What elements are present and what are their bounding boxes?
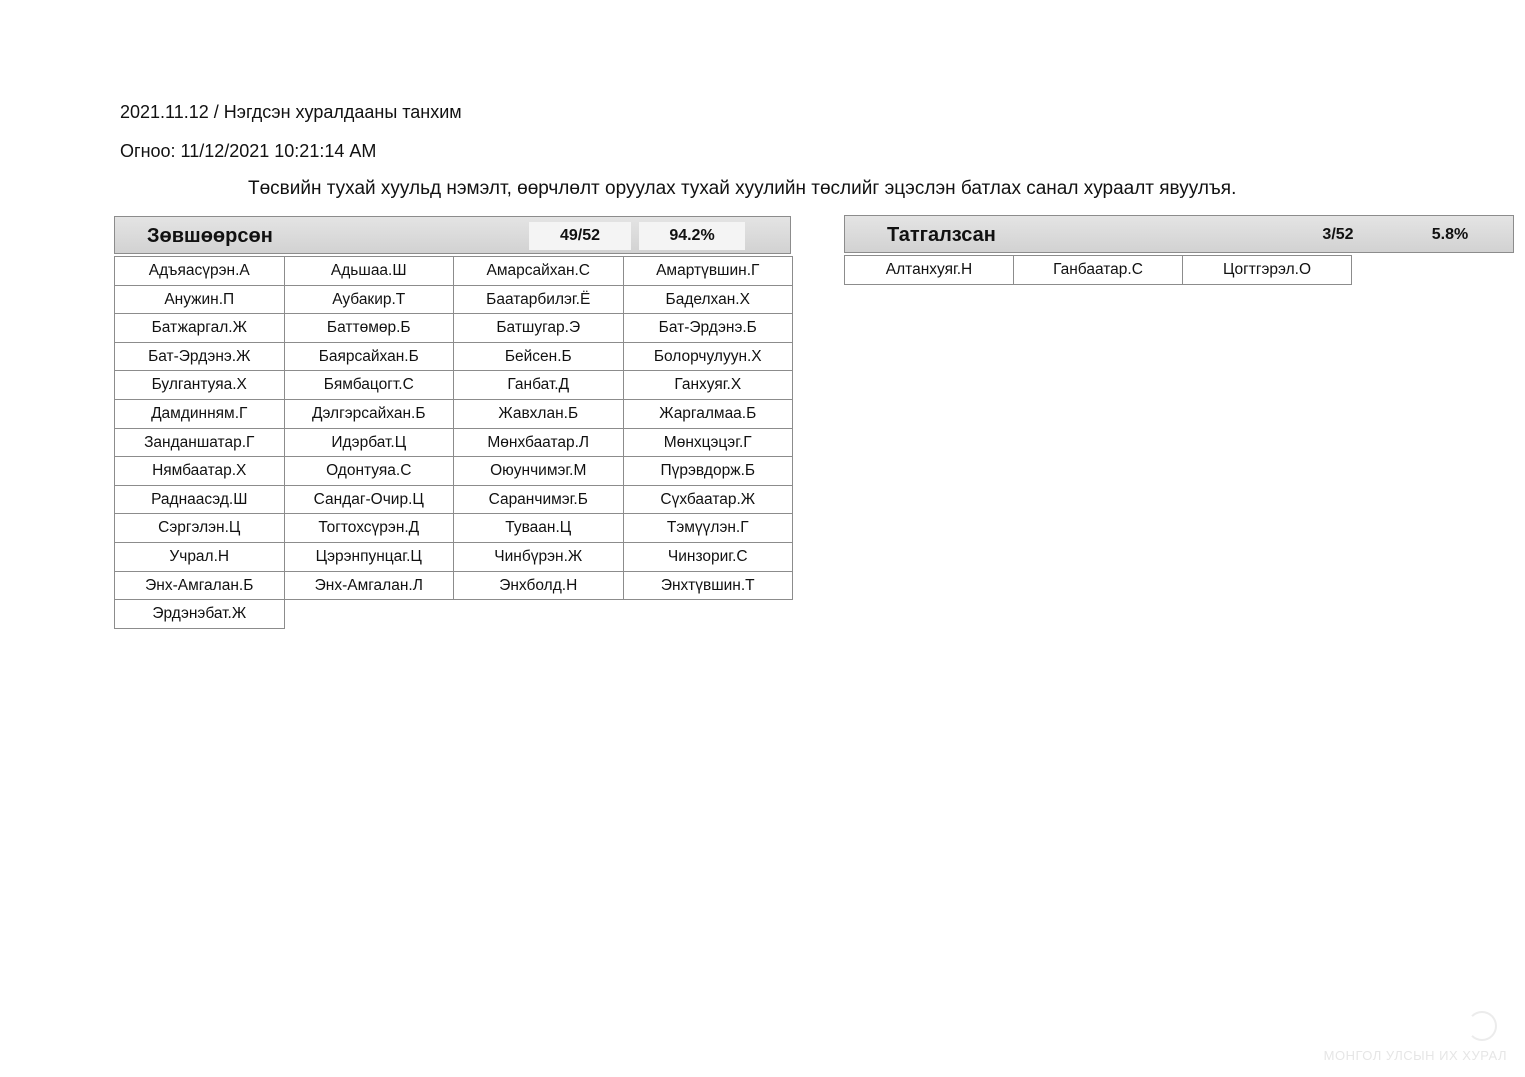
rejected-panel	[844, 215, 1514, 278]
parliament-logo-icon	[1467, 1011, 1497, 1041]
name-cell: Дэлгэрсайхан.Б	[284, 399, 455, 429]
name-cell: Бейсен.Б	[453, 342, 624, 372]
name-cell: Аубакир.Т	[284, 285, 455, 315]
name-cell: Анужин.П	[114, 285, 285, 315]
name-cell: Мөнхбаатар.Л	[453, 428, 624, 458]
name-cell: Саранчимэг.Б	[453, 485, 624, 515]
name-cell: Мөнхцэцэг.Г	[623, 428, 794, 458]
rejected-title: Татгалзсан	[887, 224, 996, 246]
name-cell: Энх-Амгалан.Б	[114, 571, 285, 601]
motion-title: Төсвийн тухай хуульд нэмэлт, өөрчлөлт оруулах тухай хуулийн төслийг эцэслэн батлах санал хураалт явуулъя.	[248, 178, 1237, 199]
name-cell: Одонтуяа.С	[284, 456, 455, 486]
name-cell: Пүрэвдорж.Б	[623, 456, 794, 486]
name-cell: Бямбацогт.С	[284, 370, 455, 400]
date-line: Огноо: 11/12/2021 10:21:14 AM	[120, 141, 377, 161]
name-cell: Учрал.Н	[114, 542, 285, 572]
name-cell: Сүхбаатар.Ж	[623, 485, 794, 515]
name-cell: Баделхан.Х	[623, 285, 794, 315]
name-cell: Ганбаатар.С	[1013, 255, 1183, 285]
name-cell: Энхболд.Н	[453, 571, 624, 601]
name-cell: Баттөмөр.Б	[284, 313, 455, 343]
name-cell: Раднаасэд.Ш	[114, 485, 285, 515]
name-cell: Жаргалмаа.Б	[623, 399, 794, 429]
name-cell: Энхтүвшин.Т	[623, 571, 794, 601]
name-cell: Цогтгэрэл.О	[1182, 255, 1352, 285]
name-cell: Дамдинням.Г	[114, 399, 285, 429]
rejected-count: 3/52	[1322, 226, 1354, 243]
session-line: 2021.11.12 / Нэгдсэн хуралдааны танхим	[120, 102, 462, 122]
name-cell: Нямбаатар.Х	[114, 456, 285, 486]
name-cell: Батжаргал.Ж	[114, 313, 285, 343]
name-cell: Чинбүрэн.Ж	[453, 542, 624, 572]
watermark: МОНГОЛ УЛСЫН ИХ ХУРАЛ	[1323, 1048, 1507, 1063]
name-cell: Булгантуяа.Х	[114, 370, 285, 400]
name-cell: Чинзориг.С	[623, 542, 794, 572]
name-cell: Идэрбат.Ц	[284, 428, 455, 458]
approved-header	[114, 216, 791, 254]
name-cell: Сэргэлэн.Ц	[114, 513, 285, 543]
name-cell: Оюунчимэг.М	[453, 456, 624, 486]
approved-panel	[114, 216, 791, 623]
rejected-percent: 5.8%	[1431, 226, 1469, 243]
name-cell: Энх-Амгалан.Л	[284, 571, 455, 601]
name-cell: Адъяасүрэн.А	[114, 256, 285, 286]
name-cell: Баярсайхан.Б	[284, 342, 455, 372]
rejected-names-grid	[844, 255, 1351, 284]
approved-count: 49/52	[529, 222, 631, 250]
name-cell: Баатарбилэг.Ё	[453, 285, 624, 315]
name-cell: Адьшаа.Ш	[284, 256, 455, 286]
name-cell: Жавхлан.Б	[453, 399, 624, 429]
name-cell: Алтанхуяг.Н	[844, 255, 1014, 285]
name-cell: Эрдэнэбат.Ж	[114, 599, 285, 629]
name-cell: Занданшатар.Г	[114, 428, 285, 458]
name-cell: Батшугар.Э	[453, 313, 624, 343]
name-cell: Болорчулуун.Х	[623, 342, 794, 372]
name-cell: Ганхуяг.Х	[623, 370, 794, 400]
approved-percent: 94.2%	[639, 222, 745, 250]
name-cell: Амарсайхан.С	[453, 256, 624, 286]
name-cell: Бат-Эрдэнэ.Б	[623, 313, 794, 343]
name-cell: Тогтохсүрэн.Д	[284, 513, 455, 543]
name-cell: Туваан.Ц	[453, 513, 624, 543]
rejected-header	[844, 215, 1514, 253]
name-cell: Цэрэнпунцаг.Ц	[284, 542, 455, 572]
approved-title: Зөвшөөрсөн	[147, 225, 273, 247]
name-cell: Сандаг-Очир.Ц	[284, 485, 455, 515]
name-cell: Ганбат.Д	[453, 370, 624, 400]
name-cell: Тэмүүлэн.Г	[623, 513, 794, 543]
name-cell: Бат-Эрдэнэ.Ж	[114, 342, 285, 372]
approved-names-grid	[114, 256, 792, 628]
name-cell: Амартүвшин.Г	[623, 256, 794, 286]
